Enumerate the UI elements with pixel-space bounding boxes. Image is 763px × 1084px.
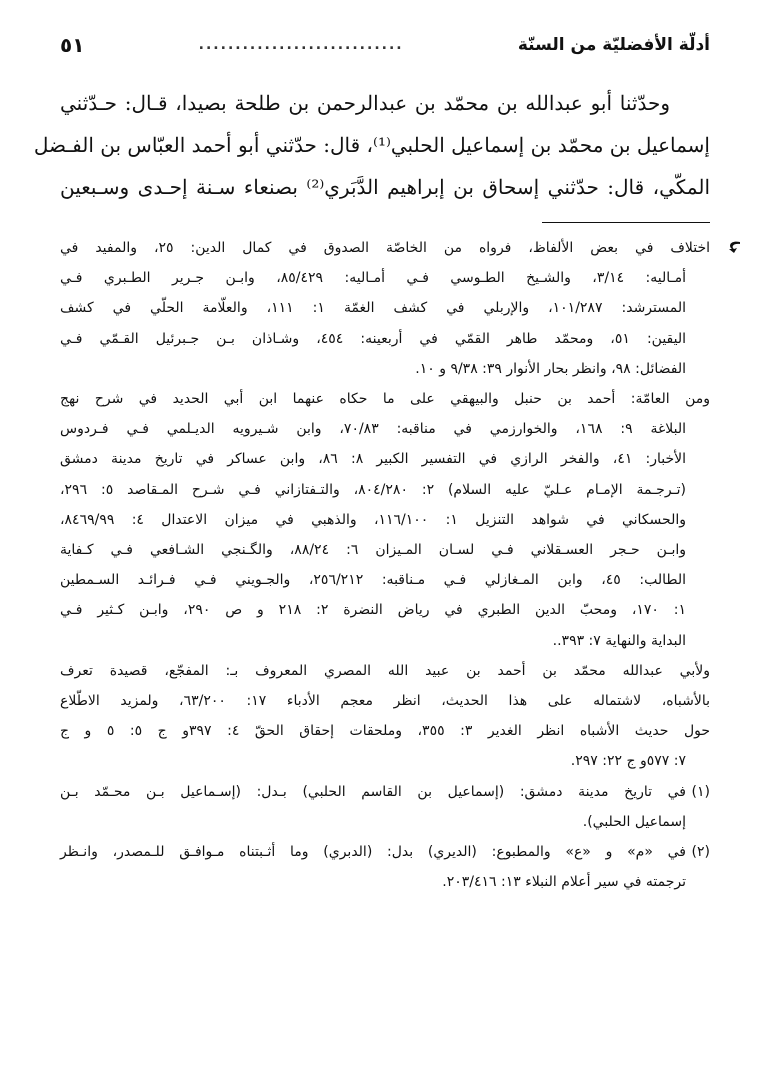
book-page	[33, 28, 711, 897]
chapter-title: أدلّة الأفضليّة من السنّة	[517, 35, 710, 55]
footnote-line: الطالب: ٤٥، وابن المـغازلي فـي مـناقبه: ٢٥٦/٢١٢، والجـويني فـي فـرائـد السـمطين	[60, 572, 686, 589]
continuation-arrow-icon	[726, 240, 744, 254]
footnote-line: البلاغة ٩: ١٦٨، والخوارزمي في مناقبه: ٧٠/٨٣، وابن شـيرويه الديـلمي فـي فـردوس	[60, 421, 687, 438]
footnote-line: وابـن حـجر العسـقلاني فـي لسـان المـيزان ٦: ٨٨/٢٤، والگـنجي الشـافعي فـي كـفاية	[60, 542, 686, 559]
footnote-line	[60, 837, 710, 867]
footnote-poem-reference	[60, 656, 710, 777]
footnote-line: ١: ١٧٠، ومحبّ الدين الطبري في رياض النضرة ٢: ٢١٨ و ص ٢٩٠، وابـن كـثير فـي	[60, 602, 687, 619]
footnote-line: ٧: ٥٧٧و ج ٢٢: ٢٩٧.	[570, 753, 686, 770]
footnote-number: (٢)	[691, 844, 710, 861]
footnote-line: البداية والنهاية ٧: ٣٩٣..	[552, 632, 686, 649]
footnote-line: إسماعيل الحلبي).	[582, 813, 686, 830]
footnote-line: اختلاف في بعض الألفاظ، فرواه من الخاصّة الصدوق في كمال الدين: ٢٥، والمفيد في	[60, 240, 710, 256]
footnote-continuation	[60, 233, 710, 384]
footnote-line: ترجمته في سير أعلام النبلاء ١٣: ٢٠٣/٤١٦.	[442, 874, 686, 891]
footnote-line: المسترشد: ١٠١/٢٨٧، والإربلي في كشف الغمّة ١: ١١١، والعلّامة الحلّي في كشف	[60, 300, 686, 317]
footnote-public-sources	[60, 384, 710, 656]
leader-dots: ............................	[198, 37, 404, 53]
main-text	[33, 82, 710, 208]
page-number: ٥١	[60, 33, 85, 57]
main-text-line: وحدّثنا أبو عبدالله بن محمّد بن عبدالرحمن بن طلحة بصيدا، قـال: حـدّثني	[60, 91, 670, 115]
main-text-line: إسماعيل بن محمّد بن إسماعيل الحلبي⁽¹⁾، قال: حدّثني أبو أحمد العبّاس بن الفـضل	[33, 133, 710, 157]
footnote-separator	[542, 222, 710, 223]
footnote-line: بالأشباه، لاشتماله على هذا الحديث، انظر معجم الأدباء ١٧: ٦٣/٢٠٠، ولمزيد الاطّلاع	[60, 693, 710, 710]
main-text-line: المكّي، قال: حدّثني إسحاق بن إبراهيم الدَّبَري⁽²⁾ بصنعاء سـنة إحـدى وسـبعين	[60, 175, 710, 199]
footnote-text: في «م» و «ع» والمطبوع: (الديري) بدل: (الدبري) وما أثـبتناه مـوافـق للـمصدر، وانـظر	[60, 844, 686, 861]
footnote-2	[60, 837, 710, 897]
footnote-line: اليقين: ٥١، ومحمّد طاهر القمّي في أربعينه: ٤٥٤، وشـاذان بـن جـبرئيل القـمّي فـي	[60, 330, 687, 347]
footnote-line: أمـاليه: ٣/١٤، والشـيخ الطـوسي فـي أمـاليه: ٨٥/٤٢٩، وابـن جـرير الطـبري فـي	[60, 270, 687, 287]
footnote-line: والحسكاني في شواهد التنزيل ١: ١١٦/١٠٠، والذهبي في ميزان الاعتدال ٤: ٨٤٦٩/٩٩،	[60, 511, 686, 528]
footnote-line: حول حديث الأشباه انظر الغدير ٣: ٣٥٥، وملحقات إحقاق الحقّ ٤: ٣٩٧و ج ٥: ٥ و ج	[60, 723, 711, 740]
footnote-line: الفضائل: ٩٨، وانظر بحار الأنوار ٣٩: ٩/٣٨ و ١٠.	[415, 360, 686, 377]
footnote-number: (١)	[691, 783, 710, 800]
footnote-1	[60, 777, 710, 837]
footnote-line: ومن العامّة: أحمد بن حنبل والبيهقي على ما حكاه عنهما ابن أبي الحديد في شرح نهج	[60, 391, 710, 408]
footnote-line: الأخبار: ٤١، والفخر الرازي في التفسير الكبير ٨: ٨٦، وابن عساكر في تاريخ مدينة دمشق	[60, 451, 687, 468]
footnote-line: (تـرجـمة الإمـام عـليّ عليه السلام) ٢: ٨٠٤/٢٨٠، والتـفتازاني فـي شـرح المـقاصد ٥: ٢٩٦،	[60, 481, 687, 498]
footnote-text: في تاريخ مدينة دمشق: (إسماعيل بن القاسم الحلبي) بـدل: (إسـماعيل بـن محـمّد بـن	[60, 783, 686, 800]
footnote-line	[60, 777, 710, 807]
footnotes	[60, 233, 710, 897]
footnote-line: ولأبي عبدالله محمّد بن أحمد بن عبيد الله المصري المعروف بـ: المفجّع، قصيدة تعرف	[60, 662, 710, 679]
running-header	[60, 28, 710, 62]
